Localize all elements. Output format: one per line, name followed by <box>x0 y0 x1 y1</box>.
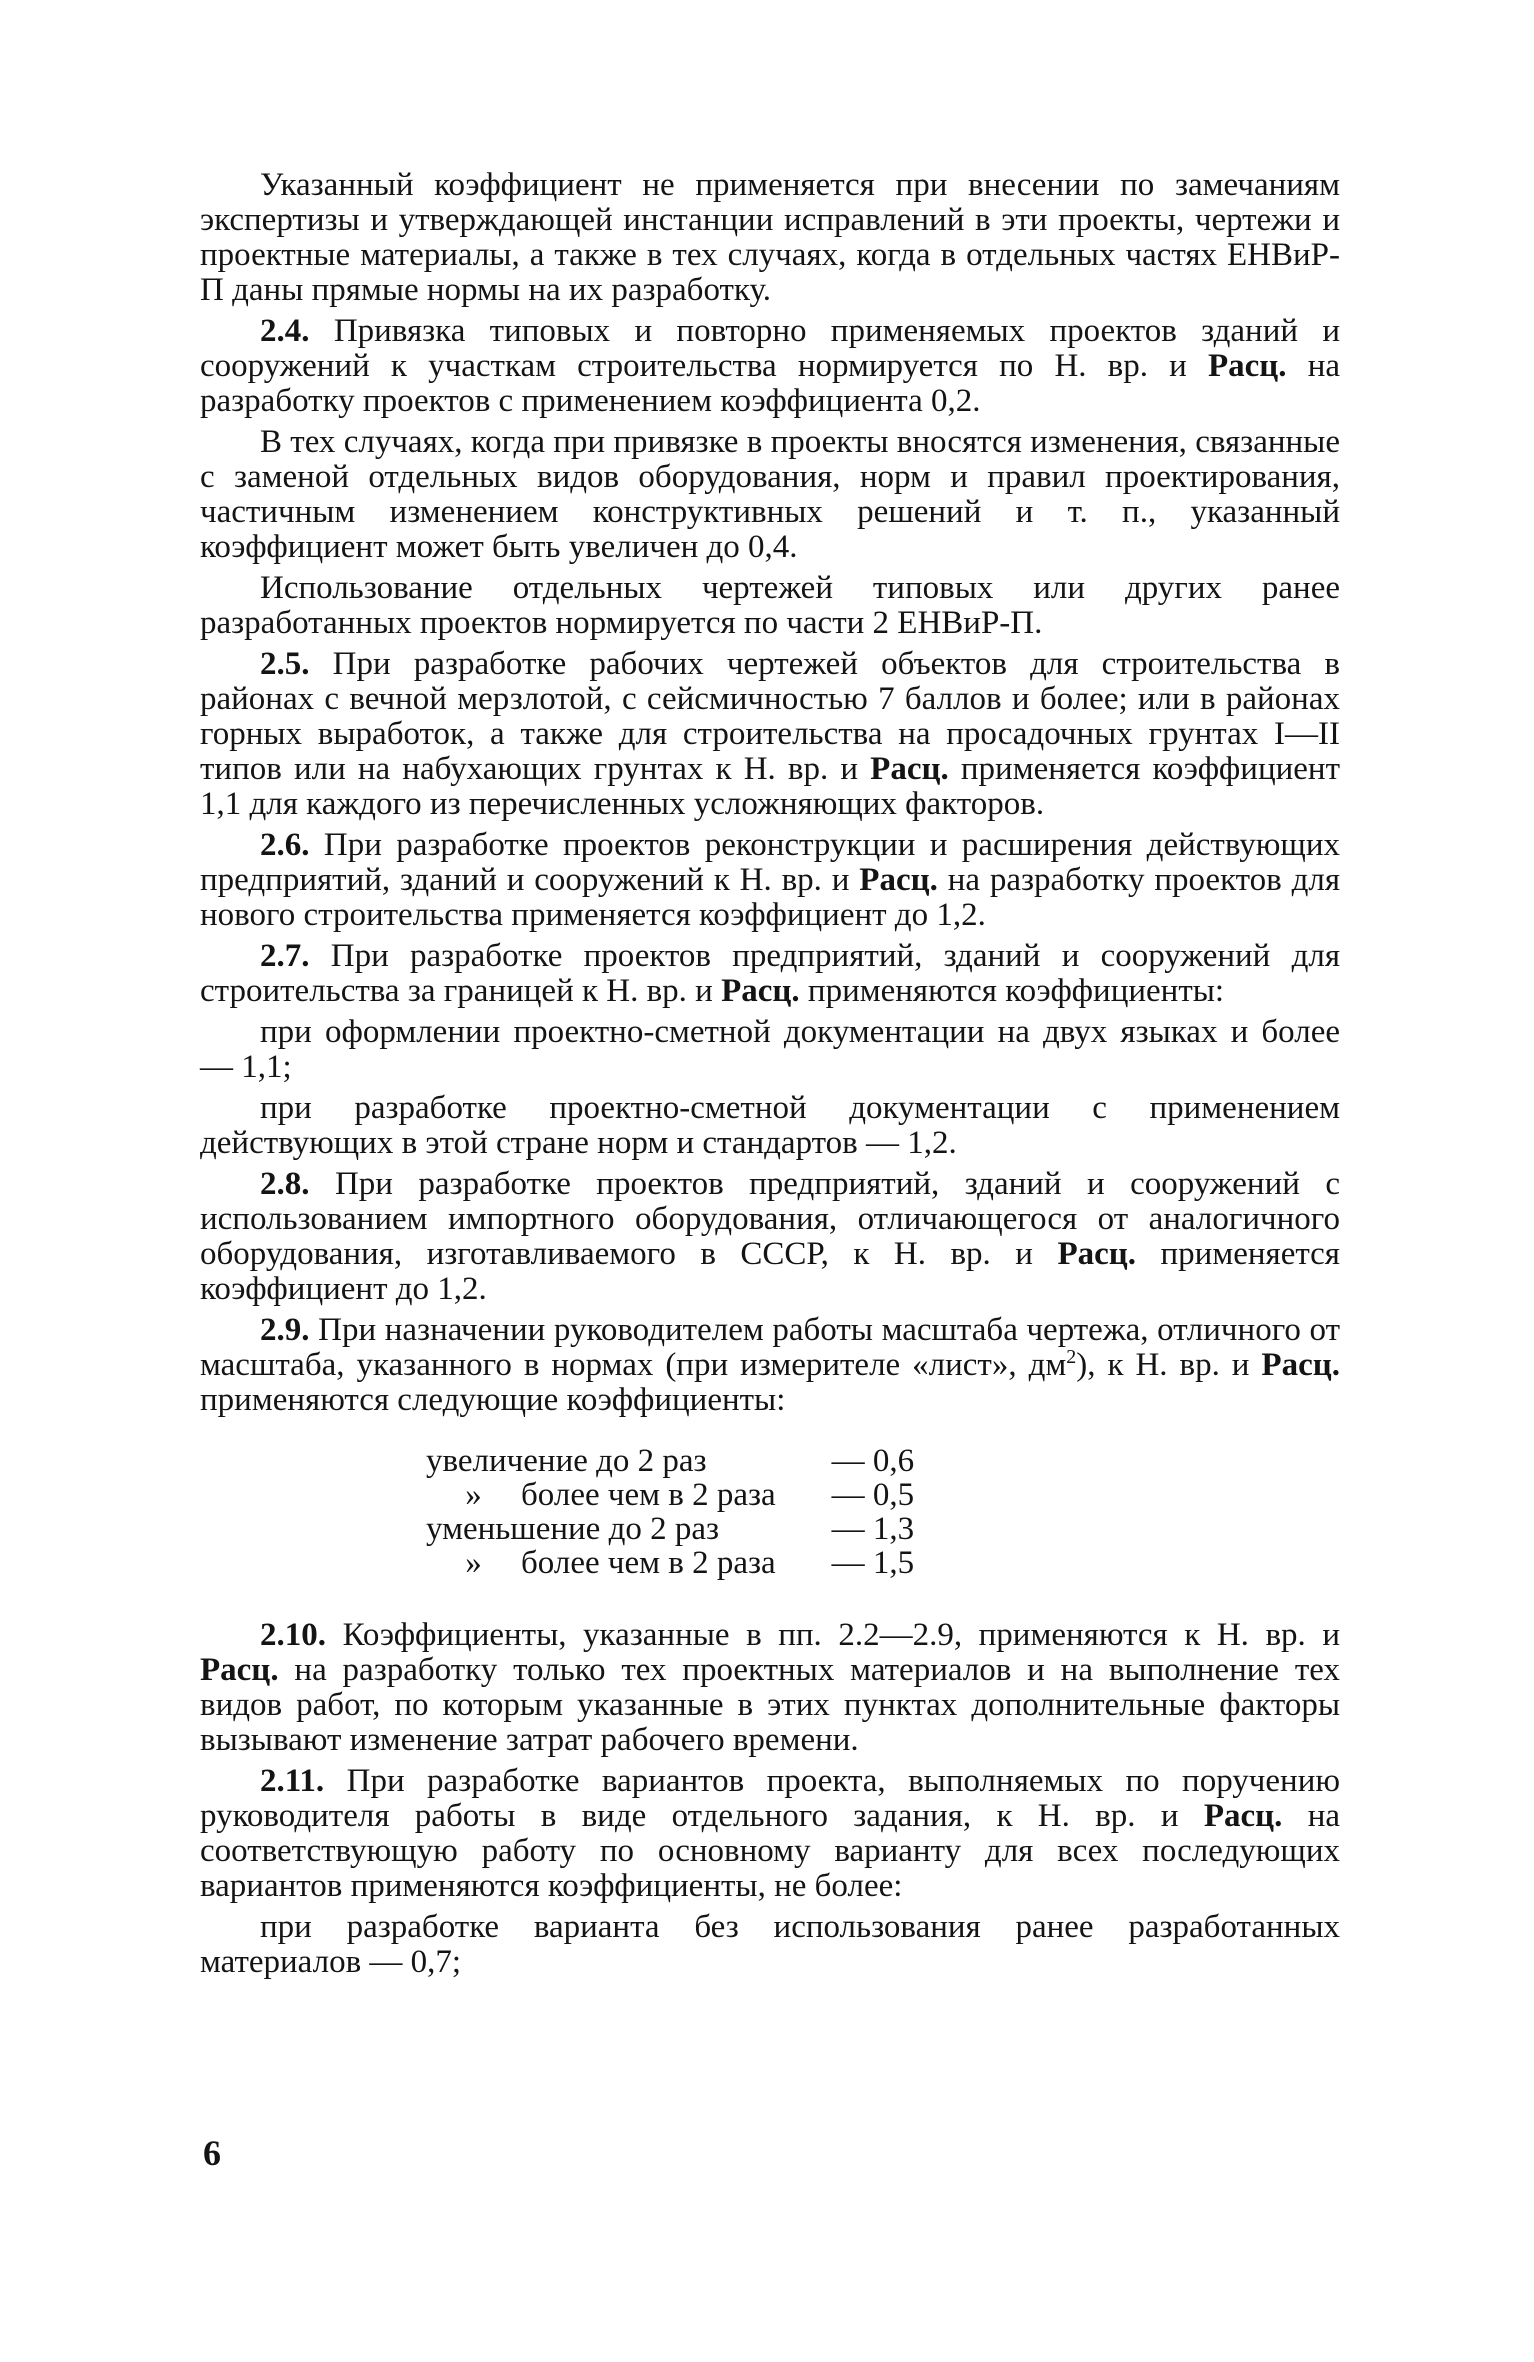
clause-number: 2.7. <box>260 938 310 974</box>
table-cell-label <box>426 1444 776 1478</box>
paragraph-text: на разработку проектов с применением коэффициента 0,2. <box>200 348 1341 419</box>
clause-number: 2.11. <box>260 1763 325 1799</box>
paragraph-2-7 <box>200 939 1340 1009</box>
paragraph-2-4 <box>200 314 1340 419</box>
table-cell-label <box>426 1546 776 1580</box>
paragraph-text: При разработке проектов предприятий, зданий и сооружений с использованием импортного оборудования, отличающегося от аналогичного оборудования, изготавливаемого в СССР, к Н. вр. и <box>200 1166 1341 1272</box>
rasc-term: Расц. <box>870 751 949 787</box>
rasc-term: Расц. <box>1207 348 1287 384</box>
paragraph-2-5 <box>200 647 1340 822</box>
paragraph-text: при оформлении проектно-сметной документации на двух языках и более — 1,1; <box>200 1014 1340 1085</box>
table-row <box>426 1444 914 1478</box>
clause-number: 2.10. <box>260 1617 326 1653</box>
paragraph-text: Коэффициенты, указанные в пп. 2.2—2.9, применяются к Н. вр. и <box>342 1617 1341 1653</box>
paragraph-2-11-item-1 <box>200 1910 1340 1980</box>
paragraph-2-4-cont <box>200 425 1340 565</box>
row-label: уменьшение до 2 раз <box>426 1511 720 1547</box>
paragraph-2-7-item-1 <box>200 1015 1340 1085</box>
row-label: более чем в 2 раза <box>521 1477 776 1513</box>
clause-number: 2.9. <box>260 1312 310 1348</box>
ditto-mark: » <box>465 1477 482 1513</box>
paragraph-text: ), к Н. вр. и <box>1076 1347 1250 1383</box>
rasc-term: Расц. <box>1057 1236 1137 1272</box>
paragraph-text: при разработке варианта без использования ранее разработанных материалов — 0,7; <box>200 1909 1340 1980</box>
paragraph-text: В тех случаях, когда при привязке в проекты вносятся изменения, связанные с заменой отдельных видов оборудования, норм и правил проектирования, частичным изменением конструктивных решений и т. п., указанный коэффициент может быть увеличен до 0,4. <box>200 424 1340 565</box>
superscript: 2 <box>1066 1346 1077 1368</box>
table-row <box>426 1478 914 1512</box>
paragraph-text: применяется коэффициент 1,1 для каждого из перечисленных усложняющих факторов. <box>200 751 1340 822</box>
paragraph-2-11 <box>200 1764 1340 1904</box>
rasc-term: Расц. <box>1261 1347 1340 1383</box>
paragraph-text: При назначении руководителем работы масштаба чертежа, отличного от масштаба, указанного в нормах (при измерителе «лист», дм <box>200 1312 1341 1383</box>
table-row <box>426 1546 914 1580</box>
paragraph-2-9 <box>200 1313 1340 1418</box>
paragraph-text: применяется коэффициент до 1,2. <box>200 1236 1340 1307</box>
clause-number: 2.6. <box>260 827 310 863</box>
paragraph-2-4-cont2 <box>200 571 1340 641</box>
rasc-term: Расц. <box>721 973 800 1009</box>
clause-number: 2.8. <box>260 1166 310 1202</box>
paragraph-text: на соответствующую работу по основному варианту для всех последующих вариантов применяются коэффициенты, не более: <box>200 1798 1341 1904</box>
ditto-mark: » <box>465 1545 482 1581</box>
paragraph-2-10 <box>200 1618 1340 1758</box>
paragraph-text: При разработке проектов предприятий, зданий и сооружений для строительства за границей к Н. вр. и <box>200 938 1340 1009</box>
clause-number: 2.4. <box>260 313 310 349</box>
table-cell-value: — 0,5 <box>831 1477 915 1513</box>
table-row <box>426 1512 914 1546</box>
rasc-term: Расц. <box>1203 1798 1283 1834</box>
paragraph-intro <box>200 168 1340 308</box>
paragraph-text: При разработке проектов реконструкции и расширения действующих предприятий, зданий и сооружений к Н. вр. и <box>200 827 1341 898</box>
paragraph-text: при разработке проектно-сметной документации с применением действующих в этой стране норм и стандартов — 1,2. <box>200 1090 1340 1161</box>
rasc-term: Расц. <box>859 862 938 898</box>
paragraph-text: При разработке рабочих чертежей объектов для строительства в районах с вечной мерзлотой, с сейсмичностью 7 баллов и более; или в районах горных выработок, а также для строительства на просадочных грунтах I—II типов или на набухающих грунтах к Н. вр. и <box>200 646 1340 787</box>
table-cell-label <box>426 1512 776 1546</box>
paragraph-text: на разработку только тех проектных материалов и на выполнение тех видов работ, по которым указанные в этих пунктах дополнительные факторы вызывают изменение затрат рабочего времени. <box>200 1652 1341 1758</box>
paragraph-text: на разработку проектов для нового строительства применяется коэффициент до 1,2. <box>200 862 1341 933</box>
row-label: более чем в 2 раза <box>521 1545 776 1581</box>
paragraph-text: Привязка типовых и повторно применяемых проектов зданий и сооружений к участкам строительства нормируется по Н. вр. и <box>200 313 1340 384</box>
paragraph-2-8 <box>200 1167 1340 1307</box>
clause-number: 2.5. <box>260 646 310 682</box>
coefficient-table <box>426 1444 914 1580</box>
table-cell-value: — 1,5 <box>831 1545 915 1581</box>
text-column <box>200 168 1340 1986</box>
paragraph-text: Указанный коэффициент не применяется при внесении по замечаниям экспертизы и утверждающей инстанции исправлений в эти проекты, чертежи и проектные материалы, а также в тех случаях, когда в отдельных частях ЕНВиР-П даны прямые нормы на их разработку. <box>200 167 1340 308</box>
row-label: увеличение до 2 раз <box>426 1443 707 1479</box>
table-cell-value: — 1,3 <box>831 1511 915 1547</box>
table-cell-value: — 0,6 <box>831 1443 915 1479</box>
paragraph-2-7-item-2 <box>200 1091 1340 1161</box>
paragraph-2-6 <box>200 828 1340 933</box>
table-cell-label <box>426 1478 776 1512</box>
rasc-term: Расц. <box>200 1652 279 1688</box>
page-number: 6 <box>203 2133 221 2173</box>
paragraph-text: Использование отдельных чертежей типовых или других ранее разработанных проектов нормируется по части 2 ЕНВиР-П. <box>200 570 1340 641</box>
paragraph-text: применяются следующие коэффициенты: <box>200 1382 786 1418</box>
paragraph-text: применяются коэффициенты: <box>807 973 1225 1009</box>
paragraph-text: При разработке вариантов проекта, выполняемых по поручению руководителя работы в виде отдельного задания, к Н. вр. и <box>200 1763 1341 1834</box>
